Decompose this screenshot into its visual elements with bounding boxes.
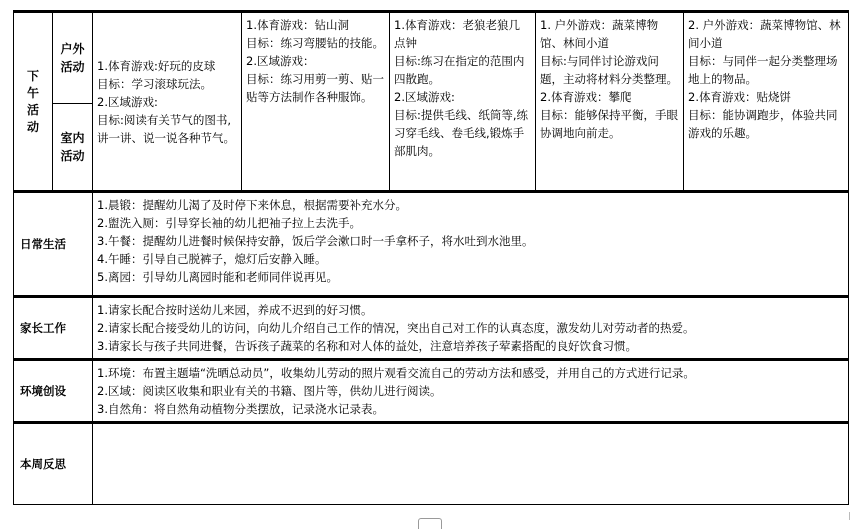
page-corner-mark: [849, 512, 850, 520]
afternoon-label-char: 动: [26, 119, 39, 134]
afternoon-day-4: [536, 12, 684, 192]
environment-item: 1.环境：布置主题墙“洗晒总动员”，收集幼儿劳动的照片观看交流自己的劳动方法和感受，并用自己的方式进行记录。: [97, 366, 695, 380]
environment-label: 环境创设: [14, 360, 93, 423]
afternoon-outdoor-row: [14, 12, 849, 104]
afternoon-day-3: [390, 12, 536, 192]
daily-life-item: 2.盥洗入厕：引导穿长袖的幼儿把袖子拉上去洗手。: [97, 216, 361, 230]
daily-life-item: 4.午睡：引导自己脱裤子，熄灯后安静入睡。: [97, 252, 327, 266]
activity-line: 2.体育游戏：贴烧饼: [688, 90, 791, 104]
page-tab-icon: [418, 518, 442, 529]
activity-line: 2.区域游戏:: [394, 90, 455, 104]
activity-line: 目标：能协调跑步，体验共同游戏的乐趣。: [688, 108, 838, 140]
afternoon-day-5: [684, 12, 849, 192]
daily-life-item: 5.离园：引导幼儿离园时能和老师同伴说再见。: [97, 270, 338, 284]
parent-work-item: 3.请家长与孩子共同进餐，告诉孩子蔬菜的名称和对人体的益处，注意培养孩子荤素搭配的良好饮食习惯。: [97, 339, 637, 353]
activity-line: 1.体育游戏：老狼老狼几点钟: [394, 18, 520, 50]
indoor-label-line: 室内: [60, 131, 85, 145]
weekly-plan-table: [13, 10, 849, 505]
daily-life-row: [14, 192, 849, 297]
activity-line: 2. 户外游戏：蔬菜博物馆、林间小道: [688, 18, 841, 50]
reflection-label: 本周反思: [14, 423, 93, 505]
activity-line: 目标:练习在指定的范围内四散跑。: [394, 54, 525, 86]
environment-row: [14, 360, 849, 423]
reflection-row: [14, 423, 849, 505]
activity-line: 1.体育游戏:好玩的皮球: [97, 58, 216, 73]
parent-work-label: 家长工作: [14, 297, 93, 360]
activity-line: 2.体育游戏：攀爬: [540, 90, 632, 104]
indoor-activity-label: [53, 104, 93, 192]
activity-line: 目标:提供毛线、纸筒等,练习穿毛线、卷毛线,锻炼手部肌肉。: [394, 108, 529, 158]
afternoon-day-1: [93, 12, 242, 192]
activity-line: 目标：练习用剪一剪、贴一贴等方法制作各种服饰。: [246, 72, 384, 104]
outdoor-activity-label: [53, 12, 93, 104]
environment-content: [93, 360, 849, 423]
daily-life-item: 1.晨锻：提醒幼儿渴了及时停下来休息，根据需要补充水分。: [97, 198, 407, 212]
activity-line: 目标:阅读有关节气的图书,讲一讲、说一说各种节气。: [97, 112, 235, 145]
afternoon-label-char: 午: [26, 85, 39, 100]
weekly-plan-sheet: [13, 10, 848, 505]
parent-work-item: 1.请家长配合按时送幼儿来园，养成不迟到的好习惯。: [97, 303, 373, 317]
daily-life-content: [93, 192, 849, 297]
outdoor-label-line: 活动: [60, 60, 85, 74]
activity-line: 目标：学习滚球玩法。: [97, 76, 212, 91]
environment-item: 3.自然角：将自然角动植物分类摆放，记录浇水记录表。: [97, 402, 384, 416]
parent-work-item: 2.请家长配合接受幼儿的访问，向幼儿介绍自己工作的情况，突出自己对工作的认真态度，激发幼儿对劳动者的热爱。: [97, 321, 695, 335]
activity-line: 目标:与同伴讨论游戏问题，主动将材料分类整理。: [540, 54, 678, 86]
activity-line: 2.区域游戏:: [97, 94, 158, 109]
outdoor-label-line: 户外: [60, 42, 85, 56]
reflection-content[interactable]: [93, 423, 849, 505]
activity-line: 目标：与同伴一起分类整理场地上的物品。: [688, 54, 838, 86]
parent-work-row: [14, 297, 849, 360]
activity-line: 1.体育游戏：钻山洞: [246, 18, 349, 32]
afternoon-label-char: 活: [26, 102, 39, 117]
activity-line: 2.区域游戏：: [246, 54, 315, 68]
activity-line: 目标：能够保持平衡，手眼协调地向前走。: [540, 108, 678, 140]
afternoon-label-char: 下: [26, 68, 39, 83]
daily-life-item: 3.午餐：提醒幼儿进餐时候保持安静，饭后学会漱口时一手拿杯子，将水吐到水池里。: [97, 234, 534, 248]
parent-work-content: [93, 297, 849, 360]
indoor-label-line: 活动: [60, 149, 85, 163]
activity-line: 1. 户外游戏：蔬菜博物馆、林间小道: [540, 18, 659, 50]
environment-item: 2.区域：阅读区收集和职业有关的书籍、图片等，供幼儿进行阅读。: [97, 384, 442, 398]
afternoon-day-2: [242, 12, 390, 192]
daily-life-label: 日常生活: [14, 192, 93, 297]
afternoon-label: [14, 12, 53, 192]
activity-line: 目标：练习弯腰钻的技能。: [246, 36, 384, 50]
